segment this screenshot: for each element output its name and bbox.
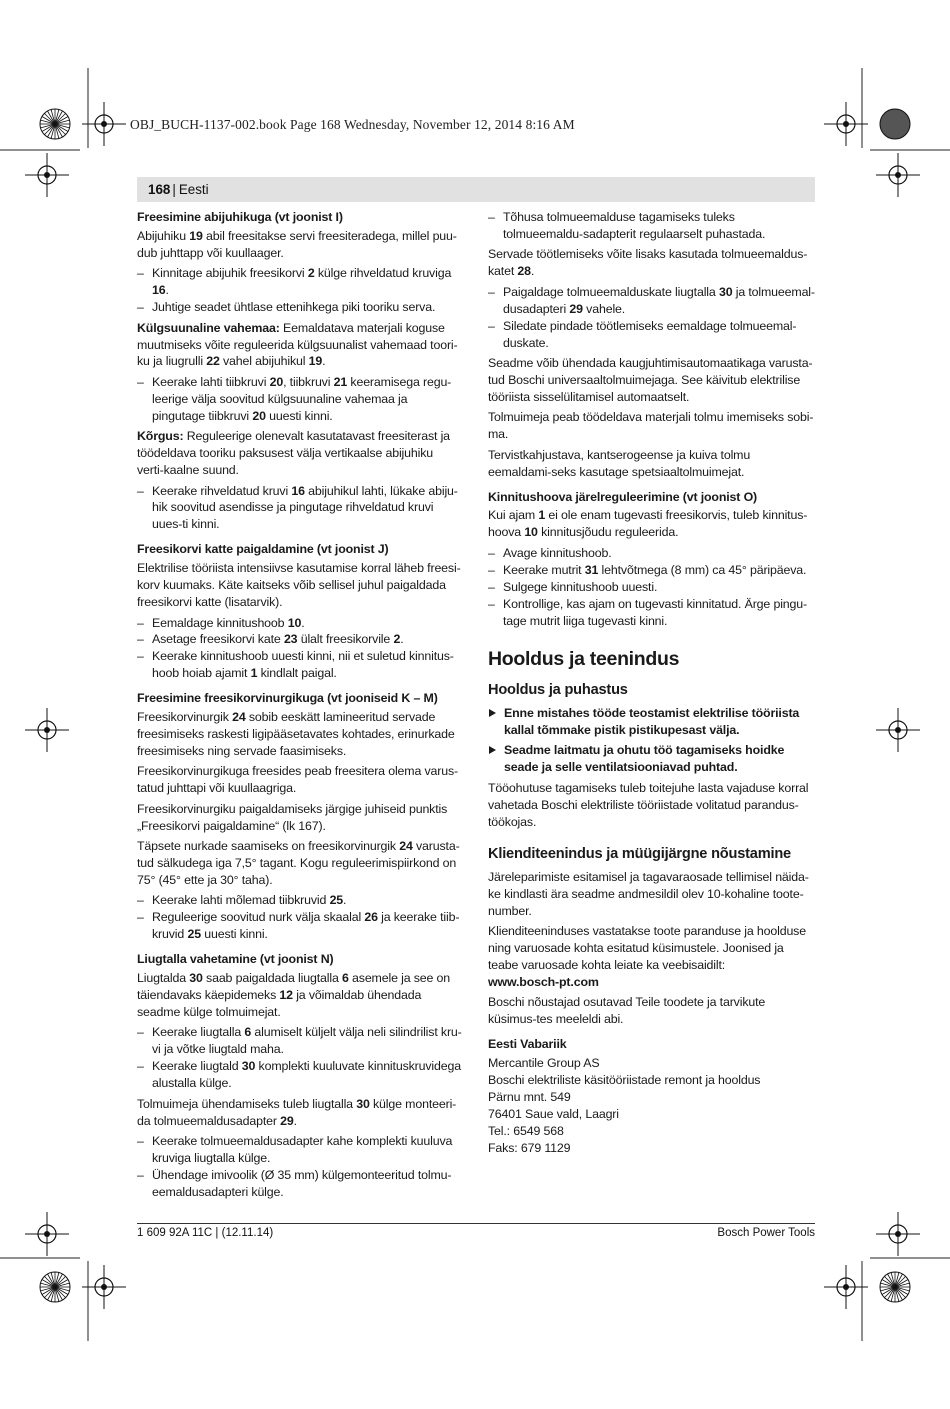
- paragraph: Liugtalda 30 saab paigaldada liugtalla 6 asemele ja see on täiendavaks käepidemeks 12 ja võimaldab ühendada seadme külge tolmuimejat.: [137, 971, 451, 1019]
- paragraph: Klienditeeninduses vastatakse toote paranduse ja hoolduse ning varuosade kohta esitatud küsimustele. Joonised ja teabe varuosade kohta leiate ka veebisaidilt: www.bosch-pt.com: [488, 924, 806, 989]
- section-heading: Freesikorvi katte paigaldamine (vt joonist J): [137, 542, 389, 557]
- footer-brand: Bosch Power Tools: [717, 1227, 815, 1239]
- paragraph: Järeleparimiste esitamisel ja tagavaraosade tellimisel näida-ke kindlasti ära seadme andmesildil olev 10-kohaline toote-number.: [488, 869, 809, 918]
- list-item: – Keerake tolmueemaldusadapter kahe komplekti kuuluva kruviga liugtalla külge.: [137, 1133, 462, 1167]
- list-item: – Tõhusa tolmueemalduse tagamiseks tuleks tolmueemaldu-sadapterit regulaarselt puhastada.: [488, 209, 815, 243]
- left-column: [137, 209, 462, 1204]
- chapter-title: Hooldus ja teenindus: [488, 648, 680, 671]
- footer-doc-number: 1 609 92A 11C | (12.11.14): [137, 1227, 274, 1239]
- paragraph: Kõrgus: Reguleerige olenevalt kasutatavast freesiterast ja töödeldava tooriku paksusest välja vertikaalse abijuhiku verti-kaalne suund.: [137, 429, 450, 478]
- list-item: – Keerake lahti mõlemad tiibkruvid 25.: [137, 892, 462, 909]
- paragraph: Freesikorvinurgik 24 sobib eeskätt lamineeritud servade freesimiseks raskesti ligipääsetavates kohtades, erinurkade freesimiseks ning servade faasimiseks.: [137, 710, 455, 758]
- list-item: – Paigaldage tolmueemalduskate liugtalla 30 ja tolmueemal-dusadapteri 29 vahele.: [488, 284, 815, 318]
- footer-rule: [137, 1223, 815, 1224]
- dash-list: [137, 265, 462, 316]
- subsection-title: Klienditeenindus ja müügijärgne nõustamine: [488, 845, 791, 862]
- paragraph: Tolmuimeja ühendamiseks tuleb liugtalla 30 külge monteeri-da tolmueemaldusadapter 29.: [137, 1096, 457, 1128]
- list-item: – Keerake kinnitushoob uuesti kinni, nii et suletud kinnitus-hoob hoiab ajamit 1 kindlalt paigal.: [137, 648, 462, 682]
- page-header: [137, 177, 815, 202]
- paragraph: Tolmuimeja peab töödeldava materjali tolmu imemiseks sobi-ma.: [488, 410, 814, 442]
- section-heading: Kinnitushoova järelreguleerimine (vt joonist O): [488, 489, 758, 504]
- print-info-line: OBJ_BUCH-1137-002.book Page 168 Wednesday, November 12, 2014 8:16 AM: [130, 117, 575, 132]
- section-heading: Freesimine freesikorvinurgikuga (vt jooniseid K – M): [137, 691, 438, 706]
- list-item: – Keerake rihveldatud kruvi 16 abijuhikul lahti, lükake abiju-hik soovitud asendisse ja pingutage rihveldatud kruvi uues-ti kinni.: [137, 483, 462, 534]
- dash-list: [137, 1024, 462, 1092]
- dash-list: [137, 374, 462, 425]
- list-item: – Avage kinnitushoob.: [488, 545, 815, 562]
- section-heading: Eesti Vabariik: [488, 1037, 567, 1052]
- list-item: – Reguleerige soovitud nurk välja skaalal 26 ja keerake tiib-kruvid 25 uuesti kinni.: [137, 909, 462, 943]
- list-item: – Keerake lahti tiibkruvi 20, tiibkruvi 21 keeramisega regu-leerige välja soovitud külgsuunaline vahemaa ja pingutage tiibkruvi 20 uuesti kinni.: [137, 374, 462, 425]
- header-separator: |: [172, 182, 176, 197]
- dash-list: [137, 1133, 462, 1201]
- paragraph: Täpsete nurkade saamiseks on freesikorvinurgik 24 varusta-tud sälkudega iga 7,5° tagant. Kogu reguleerimispiirkond on 75° (45° ette ja 30° taha).: [137, 839, 460, 887]
- warning-item: Enne mistahes tööde teostamist elektrilise tööriista kallal tõmmake pistik pistikupesast välja.: [488, 705, 815, 739]
- list-item: – Juhtige seadet ühtlase ettenihkega piki tooriku serva.: [137, 299, 462, 316]
- paragraph: Elektrilise tööriista intensiivse kasutamise korral läheb freesi-korv kuumaks. Käte kaitseks võib sellisel juhul paigaldada freesikorvi katte (lisatarvik).: [137, 561, 461, 609]
- paragraph: Tervistkahjustava, kantserogeense ja kuiva tolmu eemaldami-seks kasutage spetsiaaltolmuimejat.: [488, 447, 751, 479]
- color-wheel: [880, 1272, 910, 1302]
- registration-target: [876, 708, 920, 752]
- warning-list: [488, 705, 815, 776]
- service-address: [488, 1055, 815, 1156]
- section-heading: Freesimine abijuhikuga (vt joonist I): [137, 210, 343, 224]
- paragraph: Külgsuunaline vahemaa: Eemaldatava materjali koguse muutmiseks võite reguleerida külgsuunalist vahemaad toori-ku ja liugrulli 22 vahel abijuhikul 19.: [137, 320, 458, 369]
- paragraph: Servade töötlemiseks võite lisaks kasutada tolmueemaldus-katet 28.: [488, 247, 808, 279]
- address-line: 76401 Saue vald, Laagri: [488, 1106, 619, 1121]
- list-item: – Sulgege kinnitushoob uuesti.: [488, 579, 815, 596]
- triangle-bullet-icon: [489, 746, 496, 754]
- right-column: [488, 209, 815, 1156]
- registration-target: [25, 153, 69, 197]
- list-item: – Keerake liugtalla 6 alumiselt küljelt välja neli silindrilist kru-vi ja võtke liugtald maha.: [137, 1024, 462, 1058]
- dash-list: [137, 483, 462, 534]
- paragraph: Kui ajam 1 ei ole enam tugevasti freesikorvis, tuleb kinnitus-hoova 10 kinnitusjõudu reguleerida.: [488, 508, 808, 540]
- registration-target: [82, 102, 126, 146]
- website-link[interactable]: www.bosch-pt.com: [488, 974, 599, 989]
- paragraph: Freesikorvinurgiku paigaldamiseks järgige juhiseid punktis „Freesikorvi paigaldamine“ (lk 167).: [137, 801, 448, 833]
- registration-target: [25, 1212, 69, 1256]
- warning-item: Seadme laitmatu ja ohutu töö tagamiseks hoidke seade ja selle ventilatsiooniavad puhtad.: [488, 742, 815, 776]
- list-item: – Kinnitage abijuhik freesikorvi 2 külge rihveldatud kruviga 16.: [137, 265, 462, 299]
- page-number: 168: [148, 182, 171, 197]
- list-item: – Ühendage imivoolik (Ø 35 mm) külgemonteeritud tolmu-eemaldusadapteri külge.: [137, 1167, 462, 1201]
- address-line: Pärnu mnt. 549: [488, 1089, 571, 1104]
- list-item: – Asetage freesikorvi kate 23 ülalt freesikorvile 2.: [137, 631, 462, 648]
- dash-list: [488, 545, 815, 630]
- dash-list: [488, 209, 815, 243]
- dash-list: [488, 284, 815, 352]
- dash-list: [137, 892, 462, 943]
- registration-target: [876, 153, 920, 197]
- list-item: – Keerake liugtald 30 komplekti kuuluvate kinnituskruvidega alustalla külge.: [137, 1058, 462, 1092]
- color-wheel: [40, 1272, 70, 1302]
- list-item: – Kontrollige, kas ajam on tugevasti kinnitatud. Ärge pingu-tage mutrit liiga tugevasti kinni.: [488, 596, 815, 630]
- paragraph: Boschi nõustajad osutavad Teile toodete ja tarvikute küsimus-tes meeleldi abi.: [488, 995, 766, 1027]
- paragraph: Freesikorvinurgikuga freesides peab freesitera olema varus-tatud juhttapi või kuullaagriga.: [137, 764, 459, 796]
- color-wheel: [880, 109, 910, 139]
- color-wheel: [40, 109, 70, 139]
- address-line: Mercantile Group AS: [488, 1056, 600, 1070]
- registration-target: [824, 102, 868, 146]
- header-language: Eesti: [178, 182, 209, 197]
- registration-target: [876, 1212, 920, 1256]
- registration-target: [82, 1265, 126, 1309]
- list-item: – Eemaldage kinnitushoob 10.: [137, 615, 462, 632]
- list-item: – Keerake mutrit 31 lehtvõtmega (8 mm) ca 45° päripäeva.: [488, 562, 815, 579]
- paragraph: Abijuhiku 19 abil freesitakse servi freesiteradega, millel puu-dub juhttapp või kuullaager.: [137, 228, 457, 260]
- subsection-title: Hooldus ja puhastus: [488, 682, 628, 699]
- paragraph: Tööohutuse tagamiseks tuleb toitejuhe lasta vajaduse korral vahetada Boschi elektriliste tööriistade volitatud parandus-töökojas.: [488, 781, 809, 829]
- address-line: Faks: 679 1129: [488, 1140, 571, 1155]
- address-line: Tel.: 6549 568: [488, 1123, 564, 1138]
- paragraph: Seadme võib ühendada kaugjuhtimisautomaatikaga varusta-tud Boschi universaaltolmuimejaga. See käivitub elektrilise tööriista sisselülitamisel automaatselt.: [488, 356, 813, 404]
- registration-target: [25, 708, 69, 752]
- dash-list: [137, 615, 462, 683]
- address-line: Boschi elektriliste käsitööriistade remont ja hooldus: [488, 1072, 761, 1087]
- registration-target: [824, 1265, 868, 1309]
- triangle-bullet-icon: [489, 709, 496, 717]
- list-item: – Siledate pindade töötlemiseks eemaldage tolmueemal-duskate.: [488, 318, 815, 352]
- section-heading: Liugtalla vahetamine (vt joonist N): [137, 952, 334, 967]
